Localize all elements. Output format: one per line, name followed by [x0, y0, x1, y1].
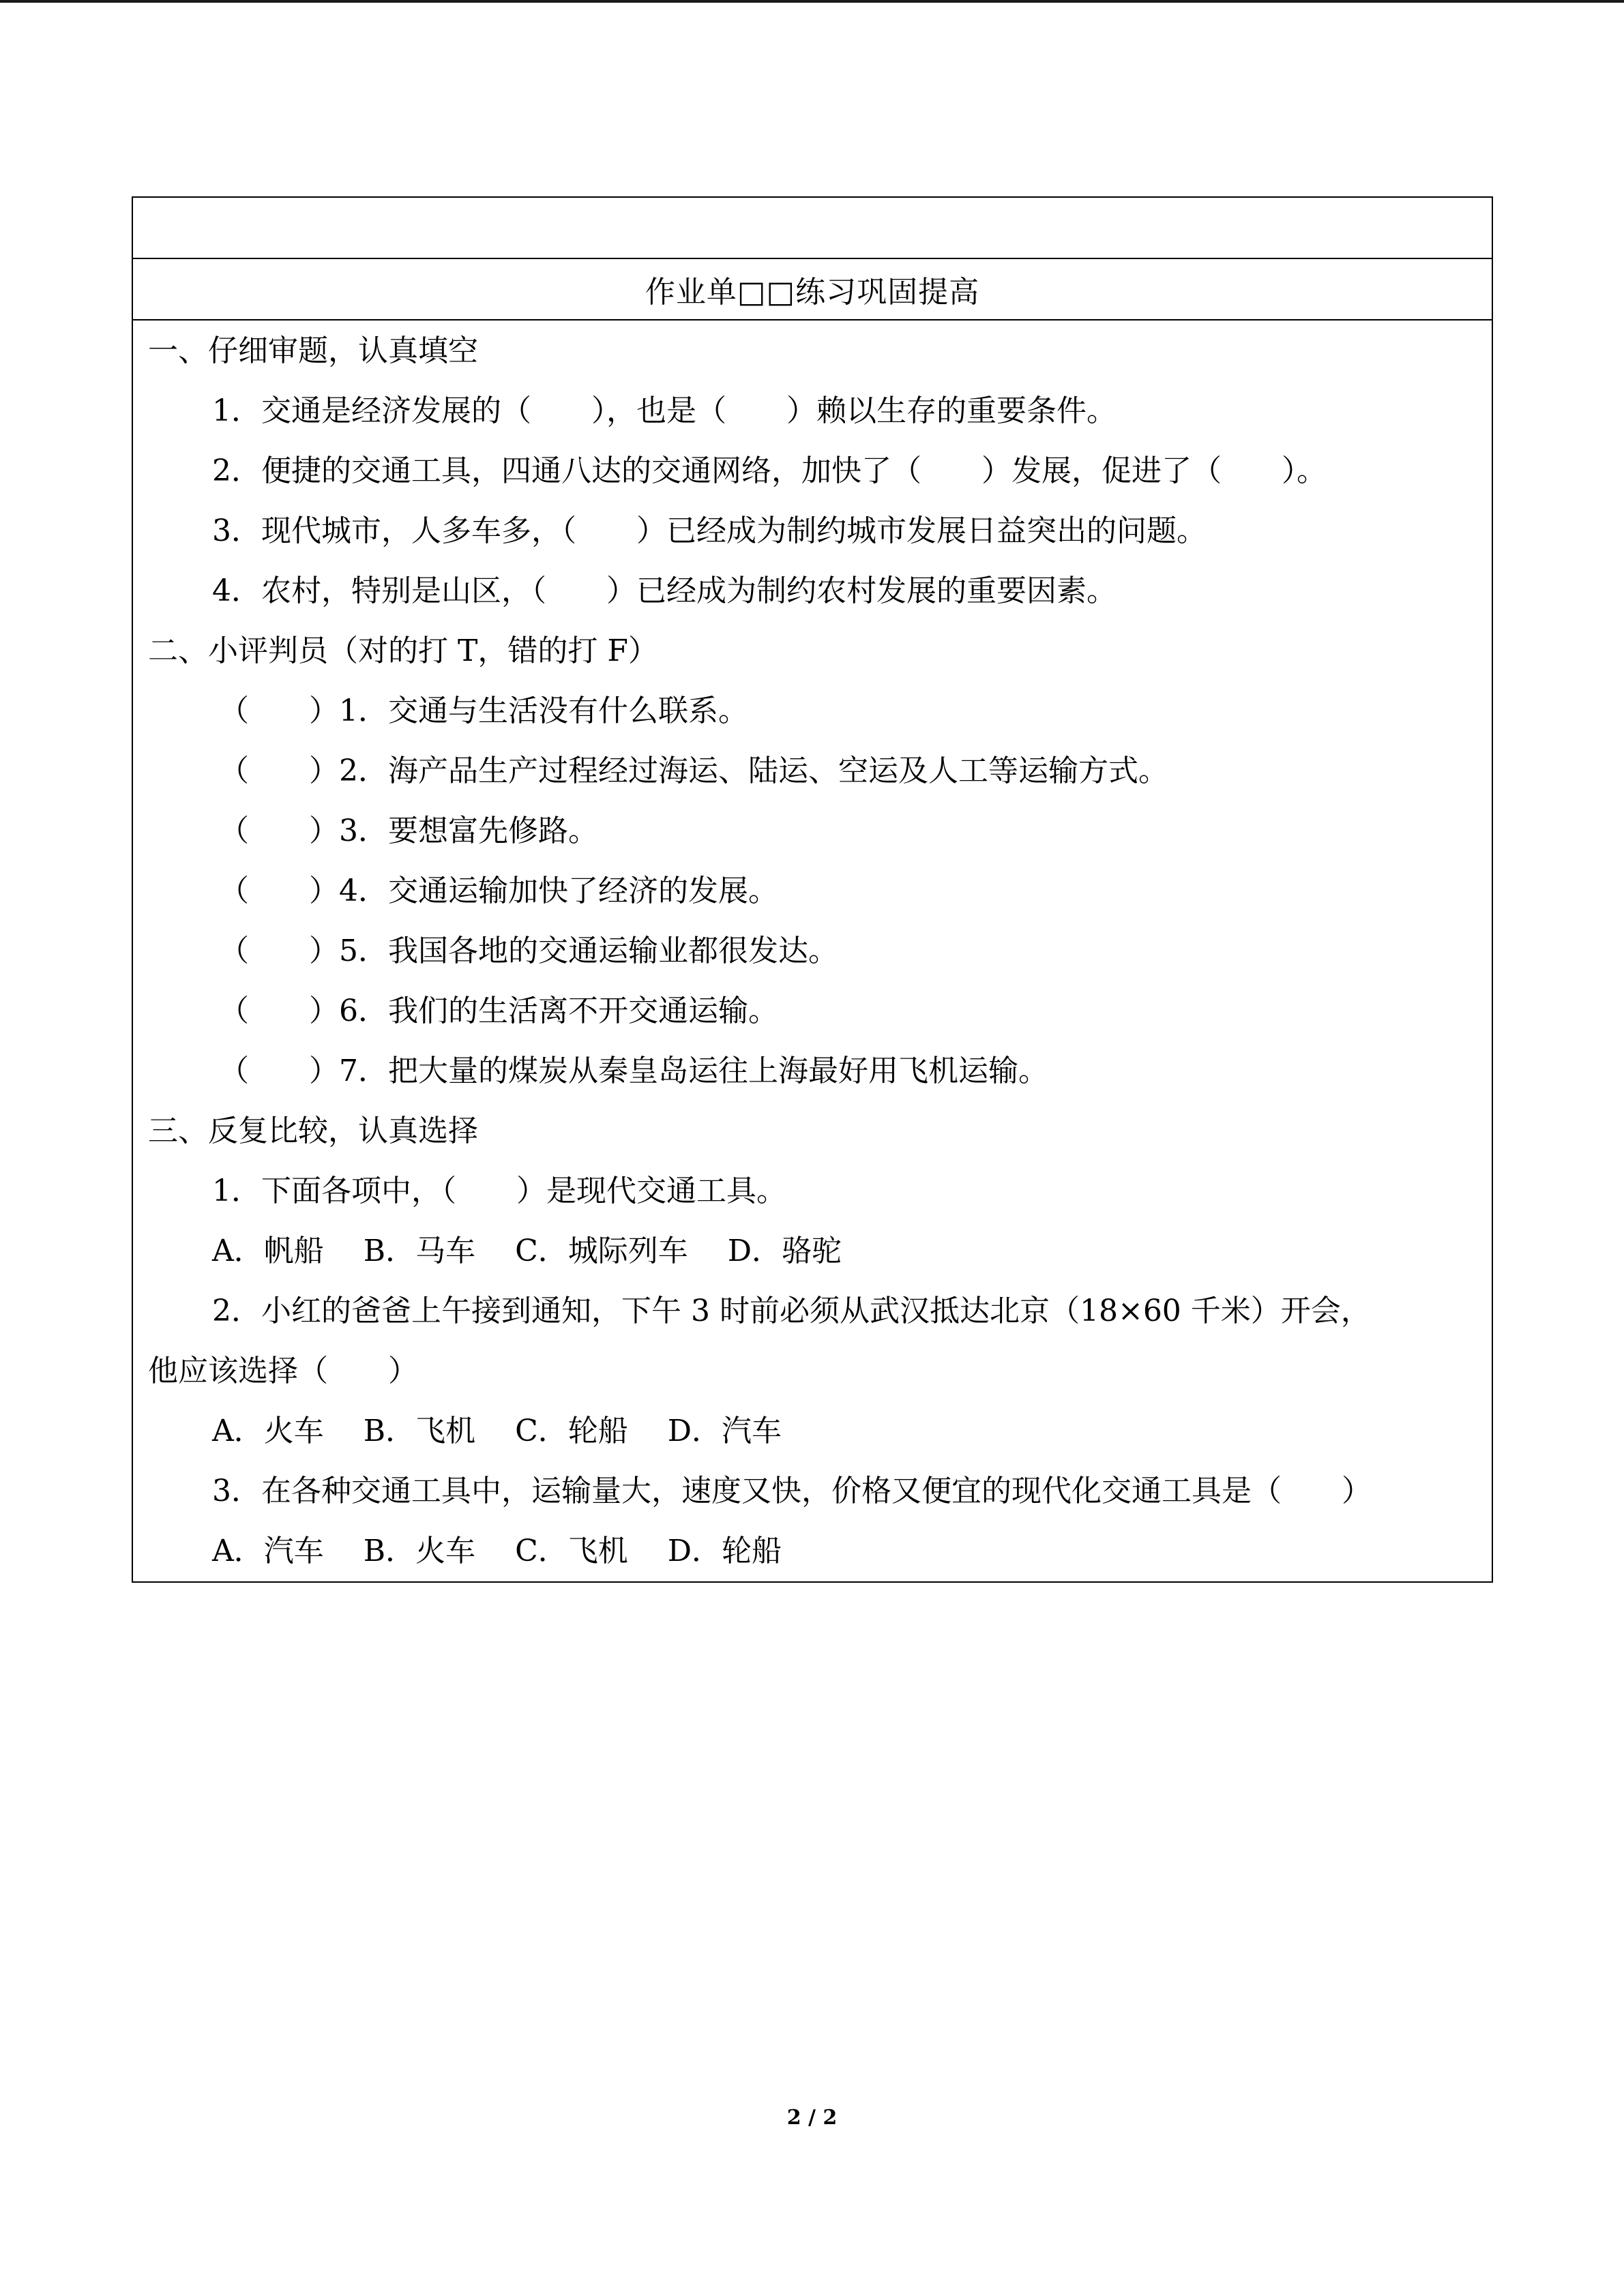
tf-question-7: （ ）7．把大量的煤炭从秦皇岛运往上海最好用飞机运输。	[219, 1054, 1048, 1088]
choice-question-3: 3．在各种交通工具中，运输量大，速度又快，价格又便宜的现代化交通工具是（ ）	[212, 1474, 1372, 1508]
choice-question-1-options: A．帆船 B．马车 C．城际列车 D．骆驼	[212, 1234, 842, 1268]
choice-question-3-options: A．汽车 B．火车 C．飞机 D．轮船	[212, 1534, 782, 1568]
fill-question-3: 3．现代城市，人多车多，（ ）已经成为制约城市发展日益突出的问题。	[212, 513, 1207, 548]
tf-question-6: （ ）6．我们的生活离不开交通运输。	[219, 994, 778, 1028]
worksheet-title: 作业单□□练习巩固提高	[645, 275, 980, 310]
tf-question-1: （ ）1．交通与生活没有什么联系。	[219, 694, 748, 728]
choice-question-2: 2．小红的爸爸上午接到通知，下午 3 时前必须从武汉抵达北京（18×60 千米）开会，	[212, 1294, 1371, 1328]
tf-question-3: （ ）3．要想富先修路。	[219, 814, 598, 848]
choice-question-2-continued: 他应该选择（ ）	[148, 1354, 418, 1388]
page-top-border	[0, 0, 1624, 3]
worksheet-table	[132, 196, 1493, 1583]
section-heading-fill-in: 一、仔细审题，认真填空	[148, 333, 478, 368]
page-number: 2 / 2	[786, 2106, 838, 2130]
header-blank-row	[133, 198, 1492, 259]
fill-question-4: 4．农村，特别是山区，（ ）已经成为制约农村发展的重要因素。	[212, 573, 1117, 608]
tf-question-5: （ ）5．我国各地的交通运输业都很发达。	[219, 934, 838, 968]
fill-question-1: 1．交通是经济发展的（ ），也是（ ）赖以生存的重要条件。	[212, 393, 1117, 428]
section-heading-true-false: 二、小评判员（对的打 T，错的打 F）	[148, 633, 658, 668]
section-heading-multiple-choice: 三、反复比较，认真选择	[148, 1114, 478, 1148]
title-row	[133, 259, 1492, 320]
tf-question-2: （ ）2．海产品生产过程经过海运、陆运、空运及人工等运输方式。	[219, 754, 1168, 788]
tf-question-4: （ ）4．交通运输加快了经济的发展。	[219, 874, 778, 908]
fill-question-2: 2．便捷的交通工具，四通八达的交通网络，加快了（ ）发展，促进了（ ）。	[212, 453, 1327, 488]
choice-question-2-options: A．火车 B．飞机 C．轮船 D．汽车	[212, 1414, 782, 1448]
choice-question-1: 1．下面各项中，（ ）是现代交通工具。	[212, 1174, 786, 1208]
